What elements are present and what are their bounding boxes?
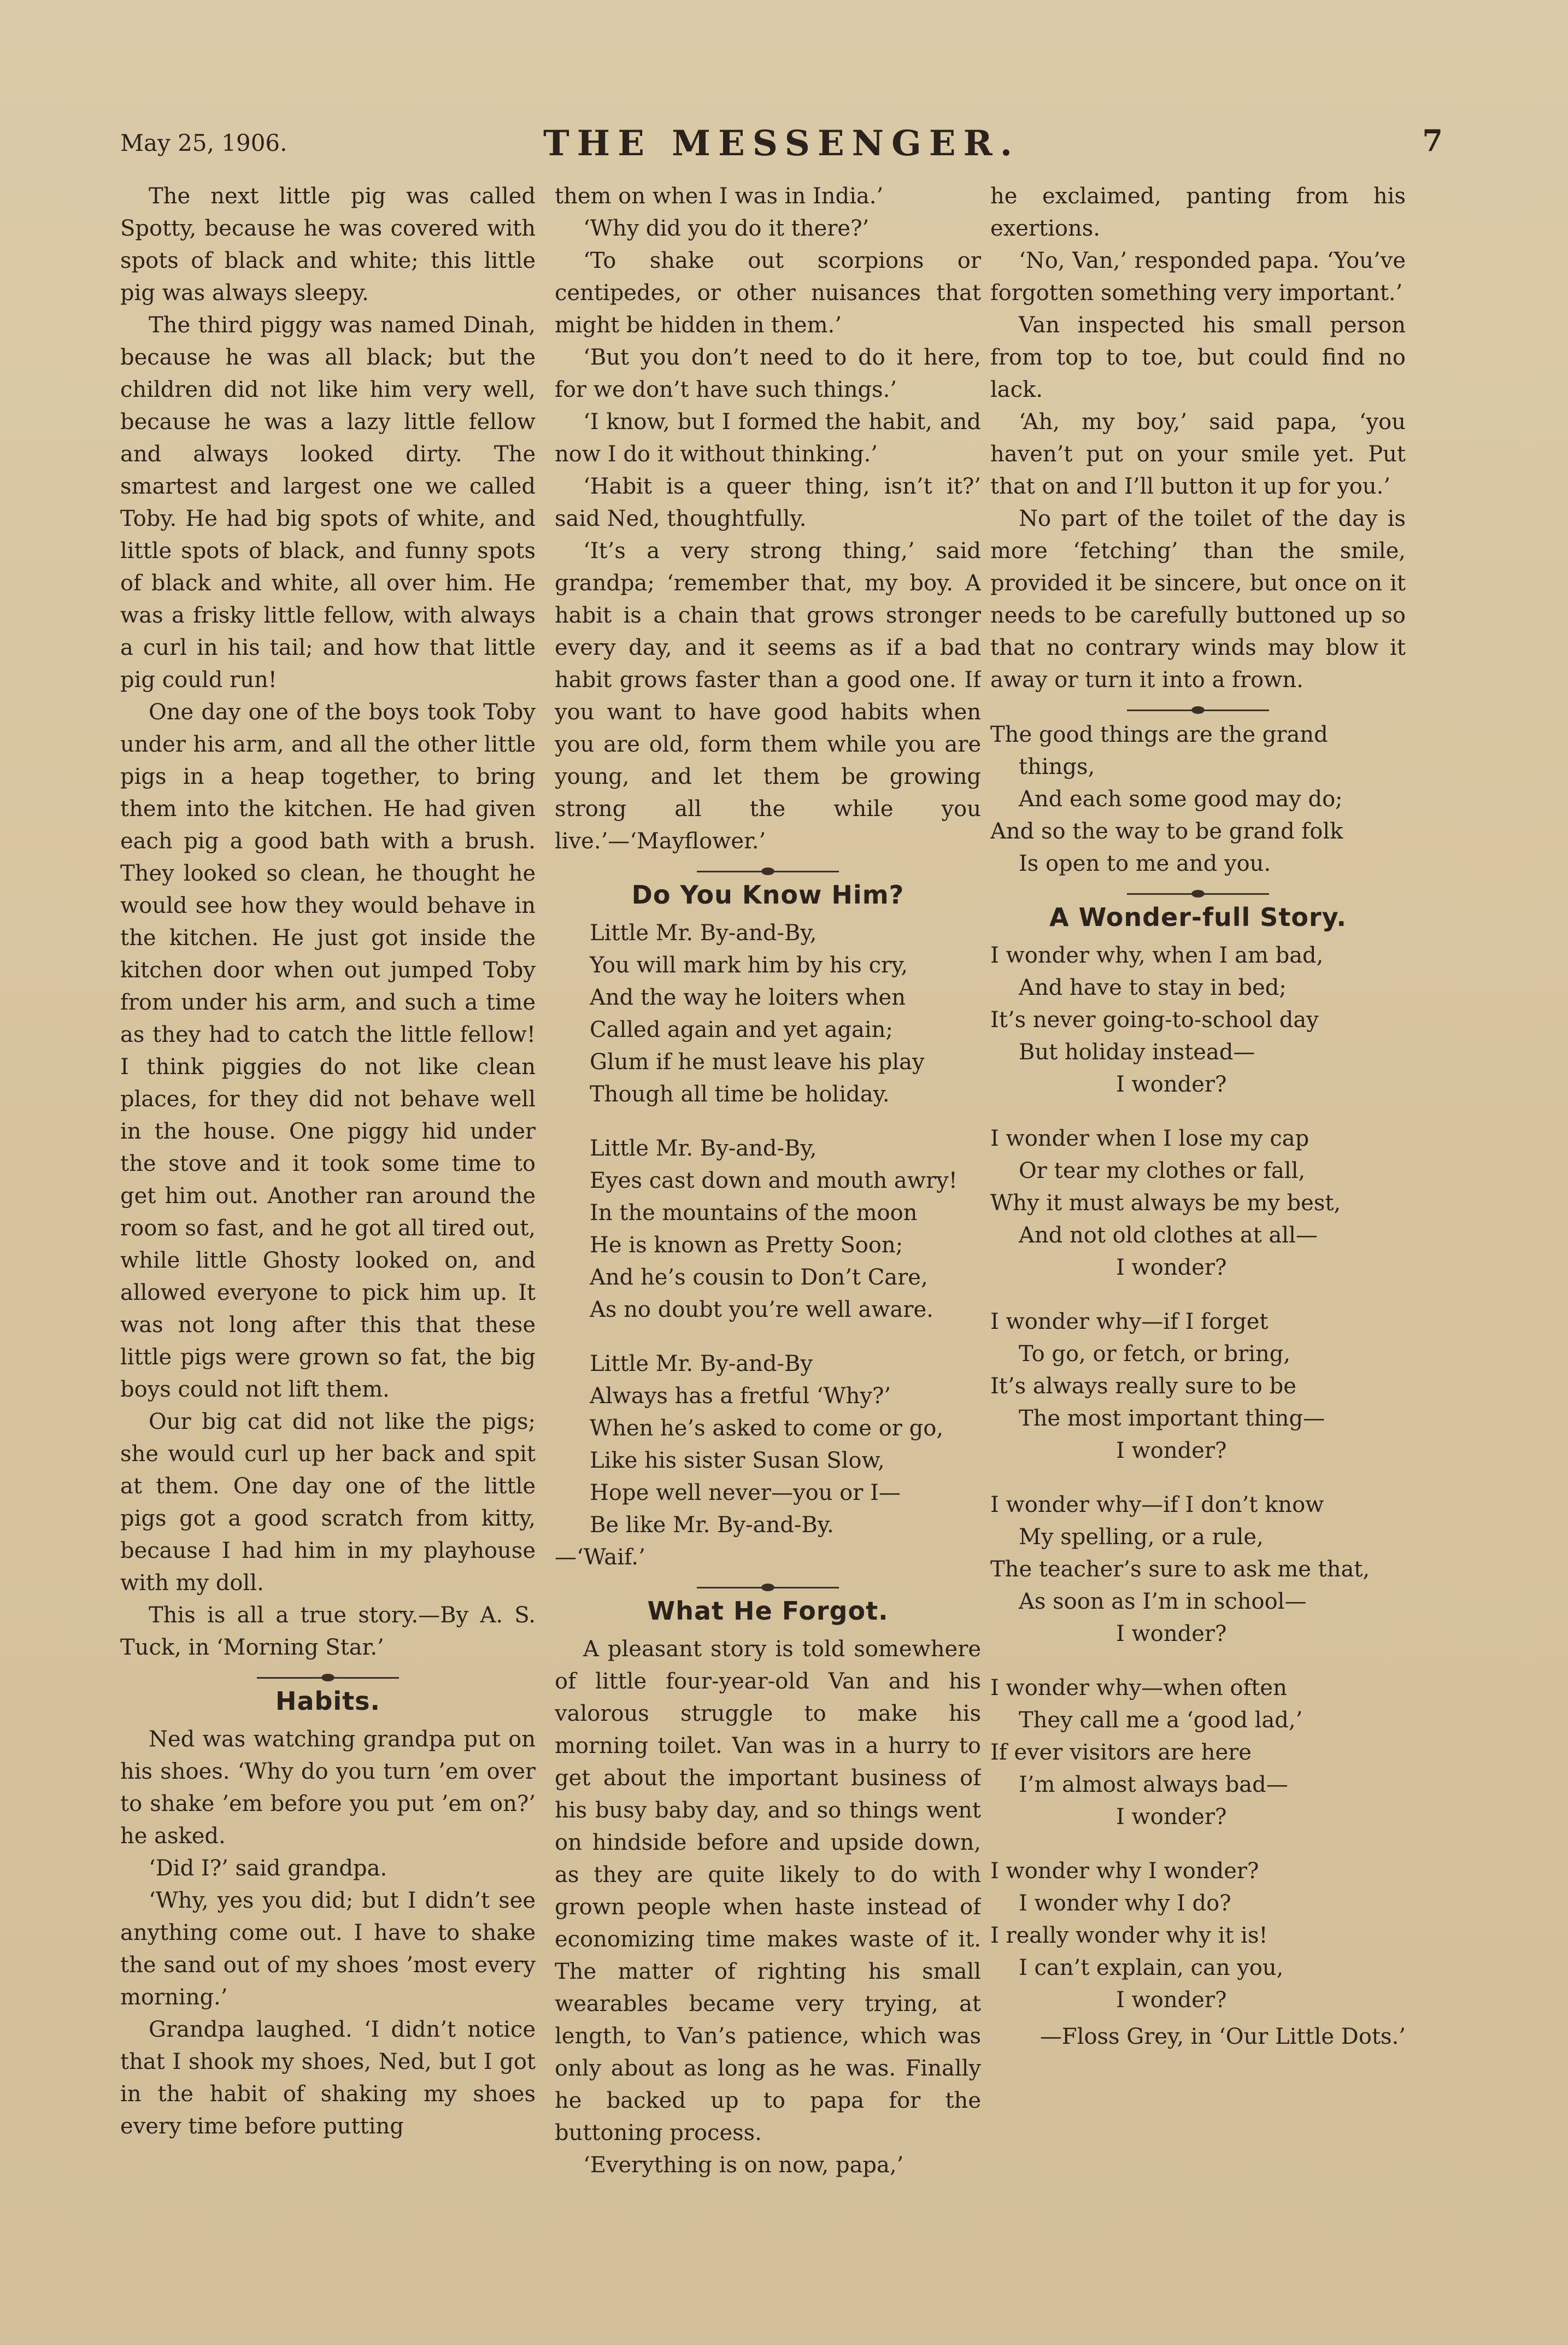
poem-line: They call me a ‘good lad,’ — [1019, 1708, 1303, 1733]
poem-line: Little Mr. By-and-By — [590, 1351, 813, 1376]
poem-credit: —‘Waif.’ — [555, 1545, 645, 1570]
issue-date: May 25, 1906. — [120, 130, 287, 156]
article-title-what-he-forgot: What He Forgot. — [647, 1596, 889, 1626]
poem-line: He is known as Pretty Soon; — [590, 1233, 903, 1258]
poem-line: I’m almost always bad— — [1019, 1772, 1288, 1797]
poem-line: And not old clothes at all— — [1019, 1223, 1318, 1248]
poem-stanza — [555, 1348, 981, 1574]
poem-line: Little Mr. By-and-By, — [590, 1136, 817, 1161]
page-number: 7 — [1422, 123, 1443, 158]
poem-line: When he’s asked to come or go, — [590, 1416, 944, 1441]
poem-line: As soon as I’m in school— — [1019, 1589, 1307, 1614]
poem-line: And the way he loiters when — [590, 985, 906, 1010]
poem-title-wonder-full-story: A Wonder-full Story. — [1049, 902, 1347, 932]
poem-line: Always has a fretful ‘Why?’ — [590, 1383, 891, 1409]
paragraph: ‘Habit is a queer thing, isn’t it?’ said Ned, thoughtfully. — [555, 474, 981, 531]
poem-line: I wonder why—if I don’t know — [990, 1492, 1324, 1517]
paragraph: ‘Everything is on now, papa,’ — [583, 2153, 904, 2178]
section-divider — [697, 1587, 839, 1588]
paragraph: ‘Why, yes you did; but I didn’t see anything come out. I have to shake the sand out of my shoes ’most every morning.’ — [120, 1888, 536, 2010]
section-divider — [257, 1677, 399, 1679]
poem-stanza — [990, 1123, 1406, 1284]
poem-line: I can’t explain, can you, — [1019, 1955, 1284, 1980]
section-divider — [697, 871, 839, 872]
poem-line: As no doubt you’re well aware. — [590, 1297, 933, 1322]
paragraph: This is all a true story.—By A. S. Tuck, in ‘Morning Star.’ — [120, 1603, 536, 1660]
poem-line: Be like Mr. By-and-By. — [590, 1512, 834, 1538]
poem-line: Glum if he must leave his play — [590, 1050, 925, 1075]
poem-line: And have to stay in bed; — [1019, 975, 1287, 1000]
poem-title-do-you-know-him: Do You Know Him? — [631, 880, 905, 910]
poem-line: My spelling, or a rule, — [1019, 1525, 1264, 1550]
section-divider — [1127, 893, 1269, 895]
poem-stanza — [990, 940, 1406, 1101]
poem-line: Why it must always be my best, — [990, 1191, 1341, 1216]
poem-line: I wonder why—when often — [990, 1675, 1287, 1701]
paragraph: Grandpa laughed. ‘I didn’t notice that I shook my shoes, Ned, but I got in the habit of shaking my shoes every time before putting — [120, 2017, 536, 2139]
poem-stanza — [990, 1489, 1406, 1650]
poem-stanza — [555, 1133, 981, 1326]
paragraph: ‘To shake out scorpions or centipedes, or other nuisances that might be hidden in them.’ — [555, 248, 981, 338]
column-3 — [990, 180, 1406, 2258]
paragraph: ‘Why did you do it there?’ — [583, 216, 870, 241]
poem-line: Eyes cast down and mouth awry! — [590, 1168, 958, 1193]
poem-line: To go, or fetch, or bring, — [1019, 1341, 1291, 1367]
poem-line: Little Mr. By-and-By, — [590, 921, 817, 946]
paragraph: One day one of the boys took Toby under his arm, and all the other little pigs in a heap together, to bring them into the kitchen. He had given each pig a good bath with a brush. They looked so clean, he thought he would see how they would behave in the kitchen. He just got inside the kitchen door when out jumped Toby from under his arm, and such a time as they had to catch the little fellow! I think piggies do not like clean places, for they did not behave well in the house. One piggy hid under the stove and it took some time to get him out. Another ran around the room so fast, and he got all tired out, while little Ghosty looked on, and allowed everyone to pick him up. It was not long after this that these little pigs were grown so fat, the big boys could not lift them. — [120, 700, 536, 1402]
paragraph: Van inspected his small person from top to toe, but could find no lack. — [990, 313, 1406, 402]
column-1 — [120, 180, 536, 2258]
poem-refrain: I wonder? — [1116, 1804, 1227, 1830]
poem-line: You will mark him by his cry, — [590, 953, 908, 978]
poem-stanza — [990, 1672, 1406, 1833]
section-divider — [1127, 710, 1269, 711]
poem-line: I wonder why—if I forget — [990, 1309, 1269, 1334]
poem-line: I wonder when I lose my cap — [990, 1126, 1309, 1151]
verse-line: things, — [1019, 754, 1095, 779]
poem-stanza — [990, 1855, 1406, 2016]
paragraph: The next little pig was called Spotty, because he was covered with spots of black and white; this little pig was always sleepy. — [120, 184, 536, 306]
poem-line: Like his sister Susan Slow, — [590, 1448, 885, 1473]
column-2 — [555, 180, 981, 2258]
poem-line: Though all time be holiday. — [590, 1082, 890, 1107]
poem-line: If ever visitors are here — [990, 1740, 1252, 1765]
paragraph: ‘Did I?’ said grandpa. — [149, 1856, 387, 1881]
poem-line: Hope well never—you or I— — [590, 1480, 901, 1505]
article-title-habits: Habits. — [275, 1686, 381, 1716]
paragraph: Ned was watching grandpa put on his shoes. ‘Why do you turn ’em over to shake ’em before you put ’em on?’ he asked. — [120, 1727, 536, 1849]
poem-line: Or tear my clothes or fall, — [1019, 1158, 1306, 1183]
poem-line: It’s never going-to-school day — [990, 1007, 1319, 1033]
verse-line: And each some good may do; — [1019, 787, 1343, 812]
paragraph: Our big cat did not like the pigs; she would curl up her back and spit at them. One day one of the little pigs got a good scratch from kitty, because I had him in my playhouse with my doll. — [120, 1409, 536, 1596]
poem-line: I wonder why I wonder? — [990, 1859, 1259, 1884]
paragraph: ‘I know, but I formed the habit, and now I do it without thinking.’ — [555, 409, 981, 467]
paragraph: them on when I was in India.’ — [555, 184, 884, 209]
poem-line: The teacher’s sure to ask me that, — [990, 1557, 1370, 1582]
poem-refrain: I wonder? — [1116, 1621, 1227, 1646]
paragraph: ‘But you don’t need to do it here, for we don’t have such things.’ — [555, 345, 981, 402]
poem-refrain: I wonder? — [1116, 1255, 1227, 1280]
poem-credit: —Floss Grey, in ‘Our Little Dots.’ — [1040, 2024, 1406, 2049]
poem-refrain: I wonder? — [1116, 1072, 1227, 1097]
paragraph: he exclaimed, panting from his exertions. — [990, 184, 1406, 241]
verse-line: The good things are the grand — [990, 722, 1328, 747]
verse-line: And so the way to be grand folk — [990, 819, 1343, 844]
paragraph: ‘It’s a very strong thing,’ said grandpa; ‘remember that, my boy. A habit is a chain that grows stronger every day, and it seems as if a bad habit grows faster than a good one. If you want to have good habits when you are old, form them while you are young, and let them be growing strong all the while you live.’—‘Mayflower.’ — [555, 538, 981, 854]
poem-line: I really wonder why it is! — [990, 1923, 1268, 1948]
poem-line: It’s always really sure to be — [990, 1374, 1296, 1399]
poem-stanza — [990, 1306, 1406, 1467]
poem-refrain: I wonder? — [1116, 1988, 1227, 2013]
paragraph: ‘No, Van,’ responded papa. ‘You’ve forgotten something very important.’ — [990, 248, 1406, 306]
paragraph: No part of the toilet of the day is more ‘fetching’ than the smile, provided it be sincere, but once on it needs to be carefully buttoned up so that no contrary winds may blow it away or turn it into a frown. — [990, 506, 1406, 693]
poem-line: In the mountains of the moon — [590, 1200, 918, 1226]
poem-line: But holiday instead— — [1019, 1040, 1255, 1065]
poem-line: The most important thing— — [1019, 1406, 1325, 1431]
page-header — [120, 123, 1443, 172]
poem-line: I wonder why I do? — [1019, 1891, 1231, 1916]
verse-line: Is open to me and you. — [1019, 851, 1271, 876]
poem-line: I wonder why, when I am bad, — [990, 943, 1324, 968]
poem-line: Called again and yet again; — [590, 1017, 893, 1042]
paragraph: The third piggy was named Dinah, because he was all black; but the children did not like him very well, because he was a lazy little fellow and always looked dirty. The smartest and largest one we called Toby. He had big spots of white, and little spots of black, and funny spots of black and white, all over him. He was a frisky little fellow, with always a curl in his tail; and how that little pig could run! — [120, 313, 536, 693]
poem-refrain: I wonder? — [1116, 1438, 1227, 1463]
paragraph: ‘Ah, my boy,’ said papa, ‘you haven’t put on your smile yet. Put that on and I’ll button it up for you.’ — [990, 409, 1406, 499]
poem-line: And he’s cousin to Don’t Care, — [590, 1265, 928, 1290]
paragraph: A pleasant story is told somewhere of little four-year-old Van and his valorous struggle to make his morning toilet. Van was in a hurry to get about the important business of his busy baby day, and so things went on hindside before and upside down, as they are quite likely to do with grown people when haste instead of economizing time makes waste of it. The matter of righting his small wearables became very trying, at length, to Van’s patience, which was only about as long as he was. Finally he backed up to papa for the buttoning process. — [555, 1637, 981, 2145]
masthead-title: THE MESSENGER. — [543, 123, 1020, 164]
poem-stanza — [555, 917, 981, 1111]
verse — [990, 719, 1406, 880]
